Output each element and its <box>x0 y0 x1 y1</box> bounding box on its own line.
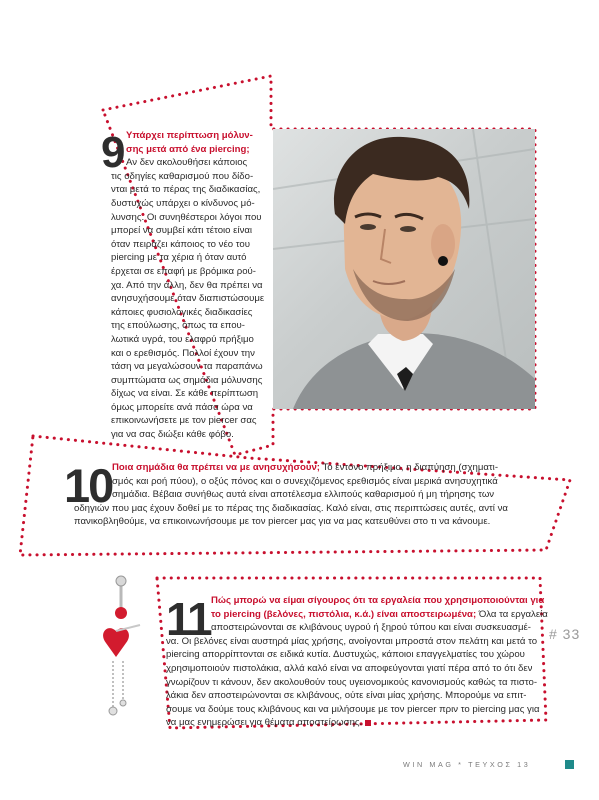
item9-line: και ο ερεθισμός. Πολλοί έχουν την <box>111 347 255 359</box>
item11-line: γνωρίζουν τι κάνουν, δεν ακολουθούν τους υγειονομικούς κανονισμούς καθώς τα πιστο- <box>166 676 538 688</box>
item11-line: λάκια δεν αποστειρώνονται σε κλιβάνους, ούτε είναι μίας χρήσης. Μπορούμε να επιτ- <box>166 690 527 702</box>
item11-line: αποστειρώνονται σε κλιβάνους υγρού ή ξηρού τύπου και είναι συσκευασμέ- <box>211 622 531 634</box>
item10-line-1-rest: Το έντονο πρήξιμο, η διαπύηση (σχηματι- <box>320 462 499 473</box>
item9-line: της επούλωσης, όπως τα επου- <box>111 320 245 332</box>
item9-line: μπορεί να συμβεί κάτι τέτοιο είναι <box>111 225 253 237</box>
item9-heading-1: Υπάρχει περίπτωση μόλυν- <box>126 130 253 141</box>
item9-line: έρχεται σε επαφή με βρόμικα ρού- <box>111 265 257 277</box>
item9-line: όταν πειράζει κάποιος το νέο του <box>111 238 250 250</box>
item9-line: χα. Από την άλλη, δεν θα πρέπει να <box>111 279 263 291</box>
item11-heading-2: το piercing (βελόνες, πιστόλια, κ.ά.) είναι αποστειρωμένα; <box>211 608 477 620</box>
item9-line: λυνσης. Οι συνηθέστεροι λόγοι που <box>111 211 262 223</box>
item11-line: να. Οι βελόνες είναι αυστηρά μίας χρήσης, ανοίγονται μπροστά στον πελάτη και μετά το <box>166 635 538 647</box>
item9-line: όμως μπορείτε ανά πάσα ώρα να <box>111 401 253 413</box>
item11-line-2 <box>166 608 548 622</box>
item10-heading: Ποια σημάδια θα πρέπει να με ανησυχήσουν; <box>112 462 320 473</box>
portrait-illustration <box>273 129 535 409</box>
item10-line-1 <box>112 461 562 475</box>
item11-line-2-rest: Όλα τα εργαλεία <box>476 608 548 620</box>
footer-magazine-issue: WIN MAG * ΤΕΥΧΟΣ 13 <box>403 760 531 769</box>
item10-number: 10 <box>64 459 113 512</box>
item11-line: χρησιμοποιούν πιστολάκια, αλλά καλό είναι να αποφεύγονται γιατί πέρα από το ότι δεν <box>166 662 533 674</box>
item9-text <box>111 129 271 442</box>
item9-number: 9 <box>101 128 124 177</box>
item10-line: σημάδια. Βέβαια συνήθως αυτά είναι αποτέλεσμα ελλιπούς καθαρισμού ή μη τήρησης των <box>112 489 495 501</box>
item9-line: κάποιες φυσιολογικές διαδικασίες <box>111 306 253 318</box>
item9-line: δυστυχώς υπάρχει ο κίνδυνος μό- <box>111 197 255 209</box>
item9-line: νται μετά το πέρας της διαδικασίας, <box>111 184 261 196</box>
page-number: # 33 <box>549 626 581 642</box>
item10-line: πανικοβληθούμε, να επικοινωνήσουμε με τον piercer μας για να μας κατευθύνει στο τι να κάνουμε. <box>74 516 491 528</box>
item9-line: δίχως να είναι. Σε κάθε περίπτωση <box>111 388 259 400</box>
item11-line <box>166 716 536 730</box>
item9-line: επικοινωνήσετε με τον piercer σας <box>111 415 257 427</box>
item9-line: piercing με τα χέρια ή όταν αυτό <box>111 252 247 264</box>
item10-line: σμός και ροή πύου), ο οξύς πόνος και ο συνεχιζόμενος ερεθισμός είναι μερικά ανησυχητικά <box>112 475 498 487</box>
end-mark-square <box>365 720 371 726</box>
belly-piercing-icon <box>96 573 146 723</box>
item9-line: για να σας διώξει κάθε φόβο. <box>111 429 234 441</box>
item9-line: τάση να μεγαλώσουν τα παραπάνω <box>111 361 263 373</box>
item11-number: 11 <box>166 593 211 645</box>
item9-line: Αν δεν ακολουθήσει κάποιος <box>126 157 248 169</box>
item9-heading-2: σης μετά από ένα piercing; <box>126 143 250 155</box>
item11-text <box>166 594 548 730</box>
item11-heading-1: Πώς μπορώ να είμαι σίγουρος ότι τα εργαλεία που χρησιμοποιούνται για <box>211 595 545 606</box>
portrait-photo <box>273 129 535 409</box>
item11-last-line: να μας ενημερώσει για θέματα αποστείρωσης. <box>166 717 363 729</box>
item9-line: λωτικά υγρά, του ελαφρύ πρήξιμο <box>111 333 254 345</box>
item9-line: τις οδηγίες καθαρισμού που δίδο- <box>111 170 254 182</box>
item10-line: οδηγιών που μας έχουν δοθεί με το πέρας της διαδικασίας. Καλό είναι, στις περιπτώσεις αυτές, αντί να <box>74 502 508 514</box>
item9-line: ανησυχήσουμε όταν διαπιστώσουμε <box>111 293 265 305</box>
item9-line: συμπτώματα ως σημάδια μόλυνσης <box>111 374 263 386</box>
footer-square-icon <box>565 760 574 769</box>
item11-line: piercing απορρίπτονται σε ειδικά κυτία. Δυστυχώς, κάποιοι επαγγελματίες του χώρου <box>166 649 525 661</box>
item11-line: σουμε να δούμε τους κλιβάνους και να μιλήσουμε με τον piercer πριν το piercing μας για <box>166 703 540 715</box>
